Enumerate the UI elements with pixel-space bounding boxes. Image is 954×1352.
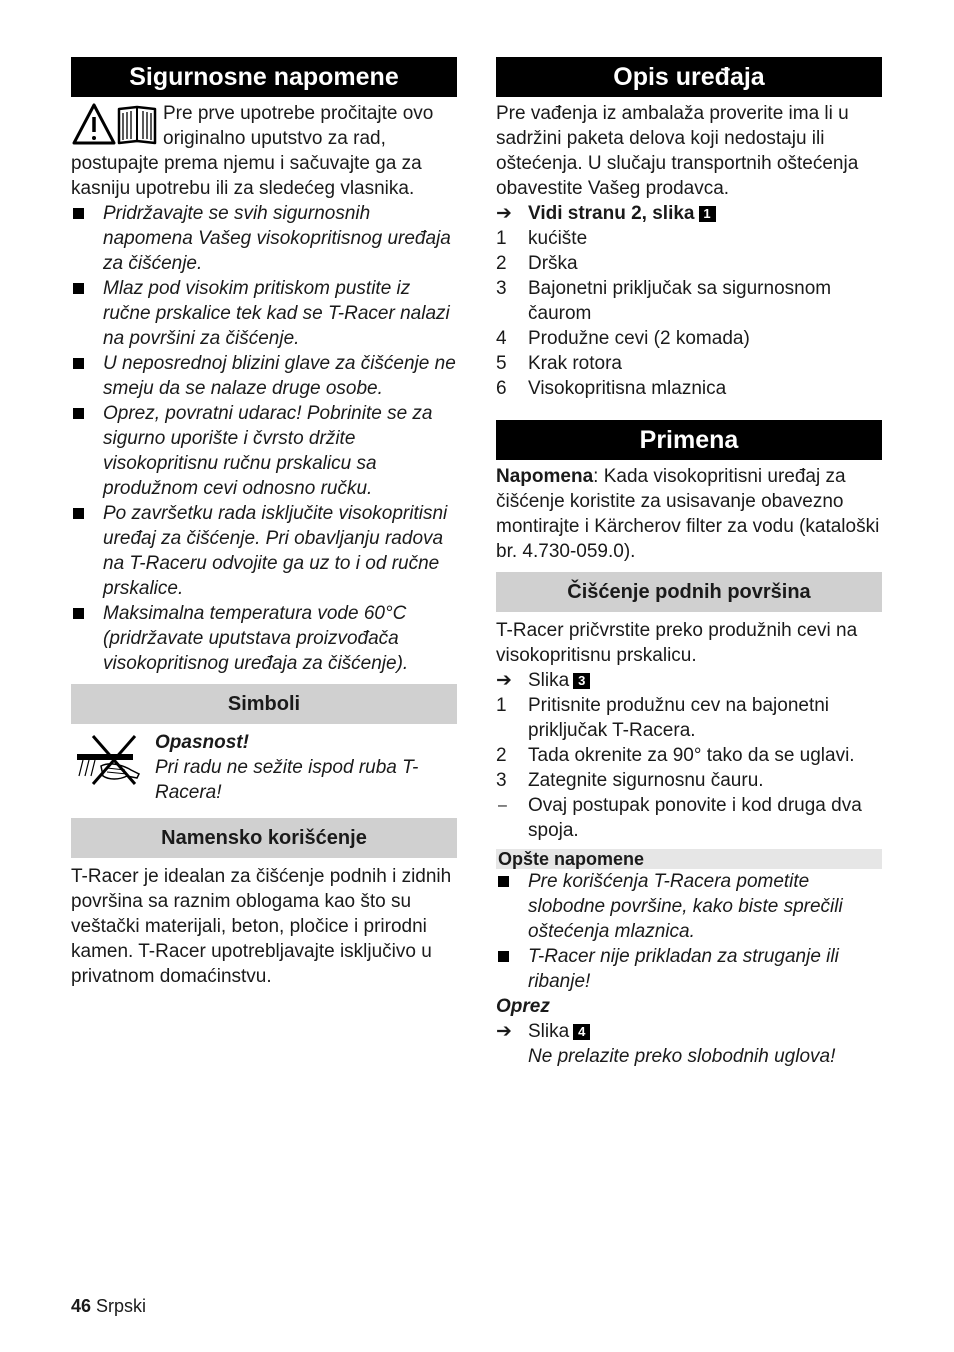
safety-intro [71, 101, 457, 201]
part-item: 3 Bajonetni priključak sa sigurnosnom čaurom [496, 278, 832, 324]
caution-figure-reference: ➔ Slika 4 [496, 1019, 882, 1044]
step-item: 3 Zategnite sigurnosnu čauru. [496, 770, 764, 791]
left-column [71, 57, 457, 989]
danger-text: Pri radu ne sežite ispod ruba T-Racera! [155, 757, 419, 803]
see-page-reference: ➔ Vidi stranu 2, slika 1 [496, 201, 882, 226]
page-number: 46 [71, 1296, 92, 1316]
intended-use-text: T-Racer je idealan za čišćenje podnih i zidnih površina sa raznim oblogama kao što su veštački materijali, beton, pločice i prirodni kamen. T-Racer upotrebljavajte isključivo u privatnom domaćinstvu. [71, 866, 452, 987]
safety-bullet: U neposrednoj blizini glave za čišćenje ne smeju da se nalaze druge osobe. [71, 351, 457, 401]
part-item: 6 Visokopritisna mlaznica [496, 378, 727, 399]
safety-bullet: Mlaz pod visokim pritiskom pustite iz ručne prskalice tek kad se T-Racer nalazi na površini za čišćenje. [71, 276, 457, 351]
safety-bullet: Pridržavajte se svih sigurnosnih napomena Vašeg visokopritisnog uređaja za čišćenje. [71, 201, 457, 276]
bullet-square-icon [498, 951, 509, 962]
floor-cleaning-heading: Čišćenje podnih površina [496, 572, 882, 612]
intro-line-1: Pre prve upotrebe pročitajte ovo [163, 103, 434, 124]
use-heading: Primena [496, 420, 882, 460]
intended-use-heading: Namensko korišćenje [71, 818, 457, 858]
arrow-right-icon: ➔ [496, 1021, 512, 1042]
use-note: Napomena: Kada visokopritisni uređaj za čišćenje koristite za usisavanje obavezno montirajte i Kärcherov filter za vodu (kataloški br. 4.730-059.0). [496, 466, 880, 562]
figure-reference: ➔ Slika 3 [496, 668, 882, 693]
general-bullet: T-Racer nije prikladan za struganje ili ribanje! [496, 944, 882, 994]
safety-bullet: Po završetku rada isključite visokopritisni uređaj za čišćenje. Pri obavljanju radova na T-Raceru odvojite ga uz to i od ručne prskalice. [71, 501, 457, 601]
bullet-square-icon [73, 208, 84, 219]
bullet-square-icon [498, 876, 509, 887]
step-item: 1 Pritisnite produžnu cev na bajonetni priključak T-Racera. [496, 695, 830, 741]
danger-symbol-block [71, 730, 457, 810]
general-notes-heading: Opšte napomene [496, 849, 882, 869]
description-text: Pre vađenja iz ambalaža proverite ima li u sadržini paketa delova koji nedostaju ili oštećenja. U slučaju transportnih oštećenja obavestite Vašeg prodavca. [496, 103, 859, 199]
footer-language: Srpski [96, 1296, 147, 1316]
bullet-square-icon [73, 358, 84, 369]
intro-rest: postupajte prema njemu i sačuvajte ga za kasniju upotrebu ili za sledećeg vlasnika. [71, 153, 422, 199]
bullet-square-icon [73, 608, 84, 619]
page-footer [71, 1294, 146, 1319]
caution-text: Ne prelazite preko slobodnih uglova! [528, 1046, 836, 1067]
arrow-right-icon: ➔ [496, 203, 512, 224]
floor-cleaning-text: T-Racer pričvrstite preko produžnih cevi na visokopritisnu prskalicu. [496, 620, 858, 666]
part-item: 4 Produžne cevi (2 komada) [496, 328, 750, 349]
description-heading: Opis uređaja [496, 57, 882, 97]
right-column [496, 57, 882, 1069]
dash-step-item: – Ovaj postupak ponovite i kod druga dva spoja. [498, 795, 862, 841]
intro-line-2: originalno uputstvo za rad, [163, 128, 386, 149]
bullet-square-icon [73, 283, 84, 294]
step-item: 2 Tada okrenite za 90° tako da se uglavi. [496, 745, 855, 766]
bullet-square-icon [73, 508, 84, 519]
part-item: 2 Drška [496, 253, 578, 274]
figure-number-badge: 4 [573, 1024, 590, 1040]
warning-manual-icon [71, 101, 163, 147]
caution-label: Oprez [496, 996, 550, 1017]
dash-marker: – [498, 797, 507, 814]
symbols-heading: Simboli [71, 684, 457, 724]
figure-number-badge: 3 [573, 673, 590, 689]
part-item: 5 Krak rotora [496, 353, 622, 374]
safety-bullet: Oprez, povratni udarac! Pobrinite se za sigurno uporište i čvrsto držite visokopritisnu ručnu prskalicu sa produžnom cevi odnosno ručku. [71, 401, 457, 501]
figure-number-badge: 1 [699, 206, 716, 222]
bullet-square-icon [73, 408, 84, 419]
danger-label: Opasnost! [155, 732, 249, 753]
part-item: 1 kućište [496, 228, 588, 249]
general-bullet: Pre korišćenja T-Racera pometite slobodne površine, kako biste sprečili oštećenja mlaznica. [496, 869, 882, 944]
safety-heading: Sigurnosne napomene [71, 57, 457, 97]
no-hand-under-edge-icon [73, 732, 145, 788]
arrow-right-icon: ➔ [496, 670, 512, 691]
safety-bullet: Maksimalna temperatura vode 60°C (pridržavate uputstava proizvođača visokopritisnog uređaja za čišćenje). [71, 601, 457, 676]
